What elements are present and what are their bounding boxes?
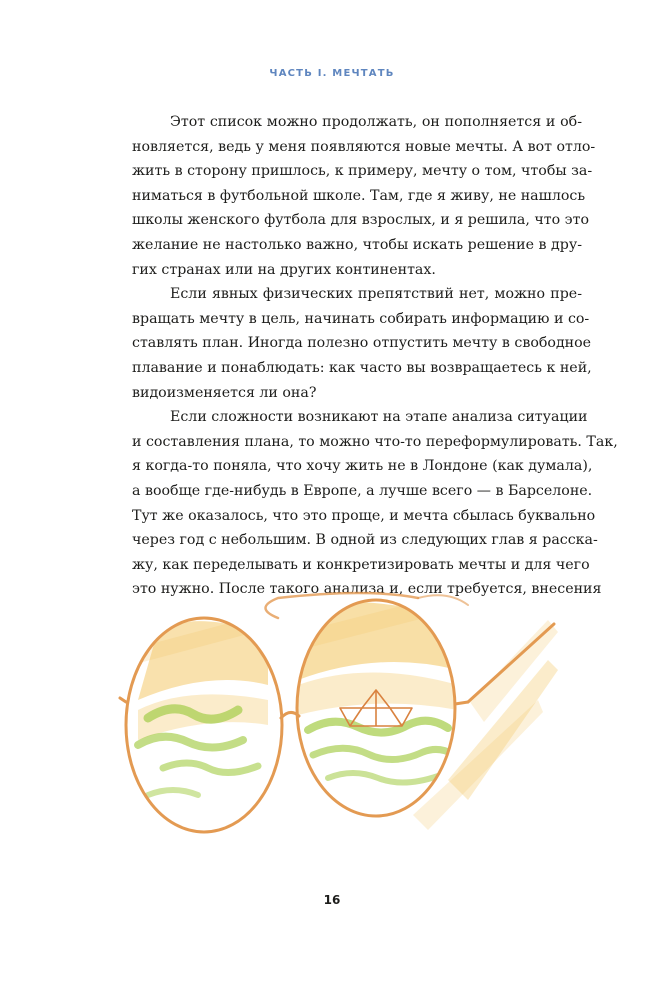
text-line: ставлять план. Иногда полезно отпустить мечту в свободное (132, 335, 592, 352)
text-line: Этот список можно продолжать, он пополняется и об- (170, 114, 582, 130)
text-line: Если явных физических препятствий нет, можно пре- (170, 286, 582, 303)
text-line: желание не настолько важно, чтобы искать решение в дру- (132, 236, 582, 253)
text-line: плавание и понаблюдать: как часто вы возвращаетесь к ней, (132, 359, 592, 376)
left-lens-wash (128, 610, 278, 795)
right-lens-wash (288, 590, 463, 783)
body-text (132, 110, 618, 602)
text-line: видоизменяется ли она? (132, 384, 317, 401)
text-line: жу, как переделывать и конкретизировать мечты и для чего (132, 556, 590, 573)
text-line: новляется, ведь у меня появляются новые мечты. А вот отло- (132, 138, 596, 155)
paragraph-1 (132, 110, 596, 282)
text-line: школы женского футбола для взрослых, и я решила, что это (132, 212, 590, 229)
running-head: ЧАСТЬ I. МЕЧТАТЬ (269, 68, 395, 79)
text-line: вращать мечту в цель, начинать собирать информацию и со- (132, 310, 590, 327)
paragraph-3 (132, 405, 618, 602)
paragraph-2 (132, 282, 592, 405)
text-line: Тут же оказалось, что это проще, и мечта сбылась буквально (132, 507, 596, 524)
text-line: ниматься в футбольной школе. Там, где я живу, не нашлось (132, 187, 586, 204)
text-line: это нужно. После такого анализа и, если требуется, внесения (132, 581, 602, 598)
text-line: через год с небольшим. В одной из следующих глав я расска- (132, 532, 598, 549)
text-line: я когда-то поняла, что хочу жить не в Лондоне (как думала), (132, 458, 593, 475)
text-line: а вообще где-нибудь в Европе, а лучше всего — в Барселоне. (132, 482, 593, 499)
page-number: 16 (323, 893, 341, 907)
glasses-illustration (118, 590, 558, 890)
text-line: Если сложности возникают на этапе анализа ситуации (170, 409, 588, 426)
text-line: жить в сторону пришлось, к примеру, мечту о том, чтобы за- (132, 163, 593, 180)
text-line: и составления плана, то можно что-то переформулировать. Так, (132, 433, 618, 450)
text-line: гих странах или на других континентах. (132, 261, 436, 278)
